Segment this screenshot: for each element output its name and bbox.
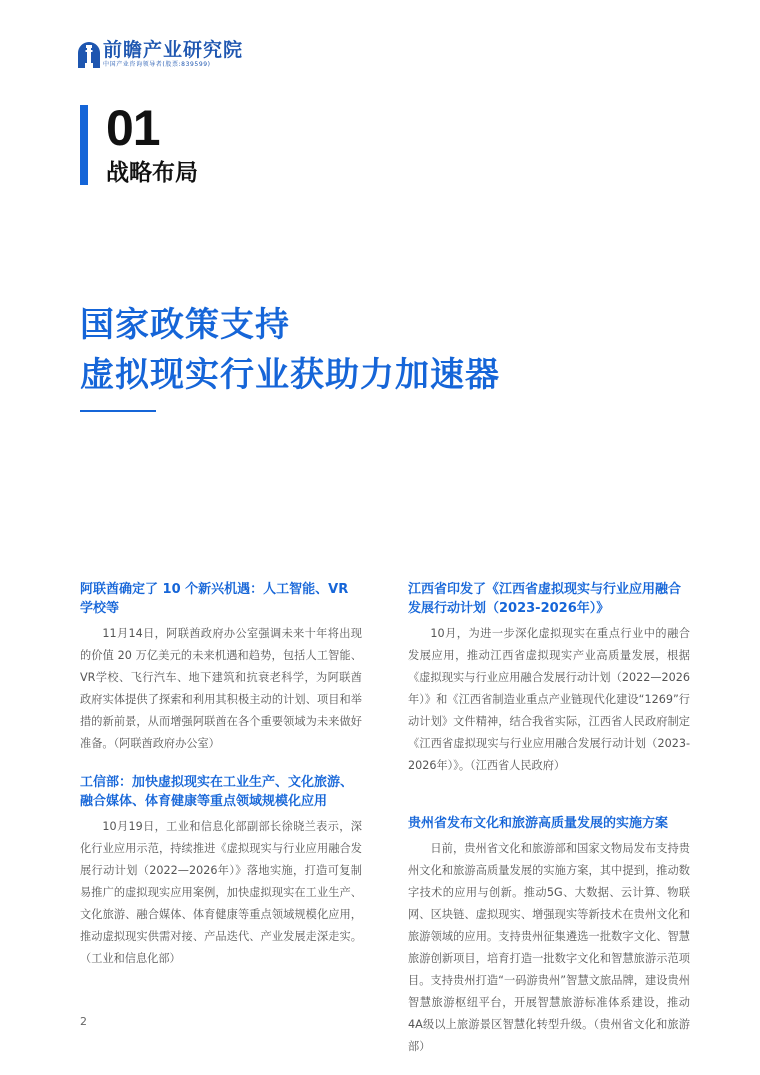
news-body: 11月14日，阿联酋政府办公室强调未来十年将出现的价值 20 万亿美元的未来机遇和趋势，包括人工智能、VR学校、飞行汽车、地下建筑和抗衰老科学，为阿联酋政府实体提供了探索和利用其积极主动的计划、项目和举措的新前景，从而增强阿联酋在各个重要领域为未来做好准备。（阿联酋政府办公室） xyxy=(80,627,362,750)
logo xyxy=(78,40,243,69)
news-item xyxy=(408,814,690,1058)
news-item xyxy=(80,580,362,755)
news-title: 江西省印发了《江西省虚拟现实与行业应用融合发展行动计划（2023-2026年）》 xyxy=(408,582,682,616)
logo-subtitle: 中国产业咨询领导者(股票:839599) xyxy=(103,61,211,68)
news-item xyxy=(80,773,362,970)
main-heading xyxy=(80,300,500,400)
main-heading-line-2: 虚拟现实行业获助力加速器 xyxy=(80,355,500,395)
tower-logo-icon xyxy=(78,42,100,68)
news-title: 工信部：加快虚拟现实在工业生产、文化旅游、融合媒体、体育健康等重点领域规模化应用 xyxy=(80,775,354,809)
news-title: 阿联酋确定了 10 个新兴机遇：人工智能、VR 学校等 xyxy=(80,582,349,616)
news-item xyxy=(408,580,690,777)
section-accent-bar xyxy=(80,105,88,185)
left-column xyxy=(80,580,362,970)
main-heading-line-1: 国家政策支持 xyxy=(80,305,290,345)
news-title: 贵州省发布文化和旅游高质量发展的实施方案 xyxy=(408,816,669,831)
page-number: 2 xyxy=(80,1015,87,1028)
heading-underline xyxy=(80,410,156,412)
logo-name: 前瞻产业研究院 xyxy=(103,39,244,61)
news-body: 10月19日，工业和信息化部副部长徐晓兰表示，深化行业应用示范，持续推进《虚拟现实与行业应用融合发展行动计划（2022—2026年）》落地实施，打造可复制易推广的虚拟现实应用案例，加快虚拟现实在工业生产、文化旅游、融合媒体、体育健康等重点领域规模化应用，推动虚拟现实供需对接、产品迭代、产业发展走深走实。（工业和信息化部） xyxy=(80,820,362,965)
section-title: 战略布局 xyxy=(106,160,198,186)
news-body: 10月，为进一步深化虚拟现实在重点行业中的融合发展应用，推动江西省虚拟现实产业高质量发展，根据《虚拟现实与行业应用融合发展行动计划（2022—2026年）》和《江西省制造业重点产业链现代化建设“1269”行动计划》文件精神，结合我省实际，江西省人民政府制定《江西省虚拟现实与行业应用融合发展行动计划（2023-2026年）》。（江西省人民政府） xyxy=(408,627,690,772)
right-column xyxy=(408,580,690,1058)
news-body: 日前，贵州省文化和旅游部和国家文物局发布支持贵州文化和旅游高质量发展的实施方案，其中提到，推动数字技术的应用与创新。推动5G、大数据、云计算、物联网、区块链、虚拟现实、增强现实等新技术在贵州文化和旅游领域的应用。支持贵州征集遴选一批数字文化、智慧旅游创新项目，培育打造一批数字文化和智慧旅游示范项目。支持贵州打造“一码游贵州”智慧文旅品牌，建设贵州智慧旅游枢纽平台，开展智慧旅游标准体系建设，推动4A级以上旅游景区智慧化转型升级。（贵州省文化和旅游部） xyxy=(408,842,690,1053)
section-number: 01 xyxy=(106,100,160,156)
